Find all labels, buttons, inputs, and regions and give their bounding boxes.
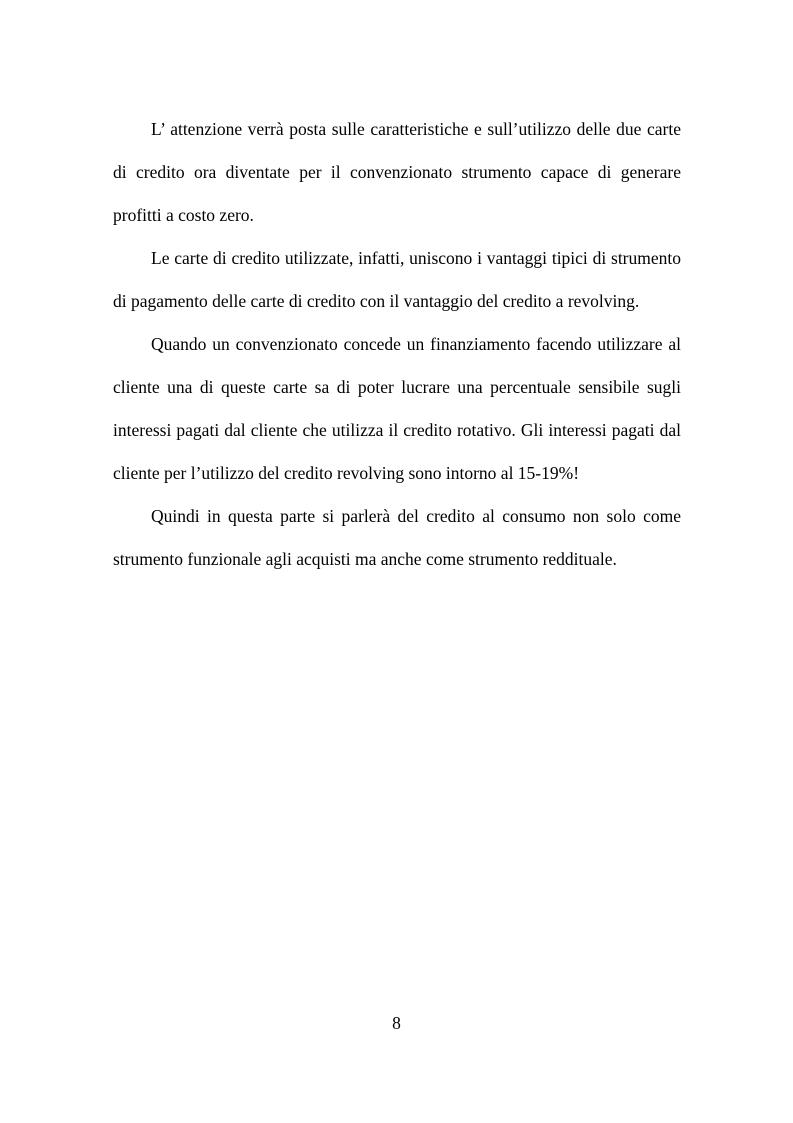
paragraph-3: Quando un convenzionato concede un finanziamento facendo utilizzare al cliente una di queste carte sa di poter lucrare una percentuale sensibile sugli interessi pagati dal cliente che utilizza il credito rotativo. Gli interessi pagati dal cliente per l’utilizzo del credito revolving sono intorno al 15-19%! [113, 334, 681, 483]
paragraph-2: Le carte di credito utilizzate, infatti, uniscono i vantaggi tipici di strumento di pagamento delle carte di credito con il vantaggio del credito a revolving. [113, 248, 681, 311]
paragraph-1: L’ attenzione verrà posta sulle caratteristiche e sull’utilizzo delle due carte di credito ora diventate per il convenzionato strumento capace di generare profitti a costo zero. [113, 119, 681, 225]
page-number: 8 [392, 1013, 401, 1033]
paragraph-4: Quindi in questa parte si parlerà del credito al consumo non solo come strumento funzionale agli acquisti ma anche come strumento reddituale. [113, 506, 681, 569]
body-text [113, 108, 681, 581]
